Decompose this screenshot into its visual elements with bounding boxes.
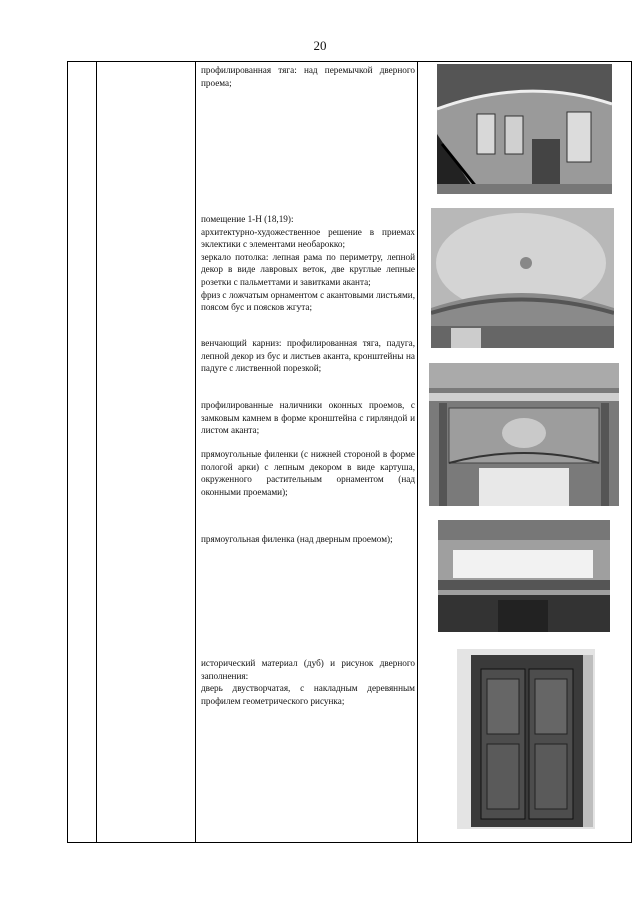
monument-table: [67, 61, 632, 843]
table-border-right: [631, 62, 632, 842]
description-paragraph: прямоугольная филенка (над дверным проемом);: [201, 534, 393, 544]
table-border-left: [67, 62, 68, 842]
description-paragraph: исторический материал (дуб) и рисунок дверного заполнения: дверь двустворчатая, с накладным деревянным профилем геометрического рисунка;: [201, 658, 415, 706]
page-number: 20: [313, 38, 327, 53]
column-divider: [96, 62, 97, 842]
photo-ceiling: [431, 208, 614, 348]
description-paragraph: профилированные наличники оконных проемов, с замковым камнем в форме кронштейна с гирляндой и листом аканта;: [201, 400, 415, 436]
column-divider: [195, 62, 196, 842]
photo-hall-lintel: [437, 64, 612, 194]
description-paragraph: профилированная тяга: над перемычкой дверного проема;: [201, 65, 415, 88]
column-divider: [417, 62, 418, 842]
description-paragraph: прямоугольные филенки (с нижней стороной в форме пологой арки) с лепным декором в виде картуша, окруженного растительным орнаментом (над оконными проемами);: [201, 449, 415, 497]
photo-oak-door: [457, 649, 595, 829]
photo-door-panel: [438, 520, 610, 632]
description-paragraph: помещение 1-Н (18,19): архитектурно-художественное решение в приемах эклектики с элементами необарокко; зеркало потолка: лепная рама по периметру, лепной декор в виде лавровых веток, две круглые лепные розетки с пальметтами и завитками аканта; фриз с ложчатым орнаментом с акантовыми листьями, поясом бус и поясков жгута;: [201, 214, 415, 313]
description-paragraph: венчающий карниз: профилированная тяга, падуга, лепной декор из бус и листьев аканта, кронштейны на падуге с лиственной порезкой;: [201, 338, 415, 374]
photo-window-panels: [429, 363, 619, 506]
